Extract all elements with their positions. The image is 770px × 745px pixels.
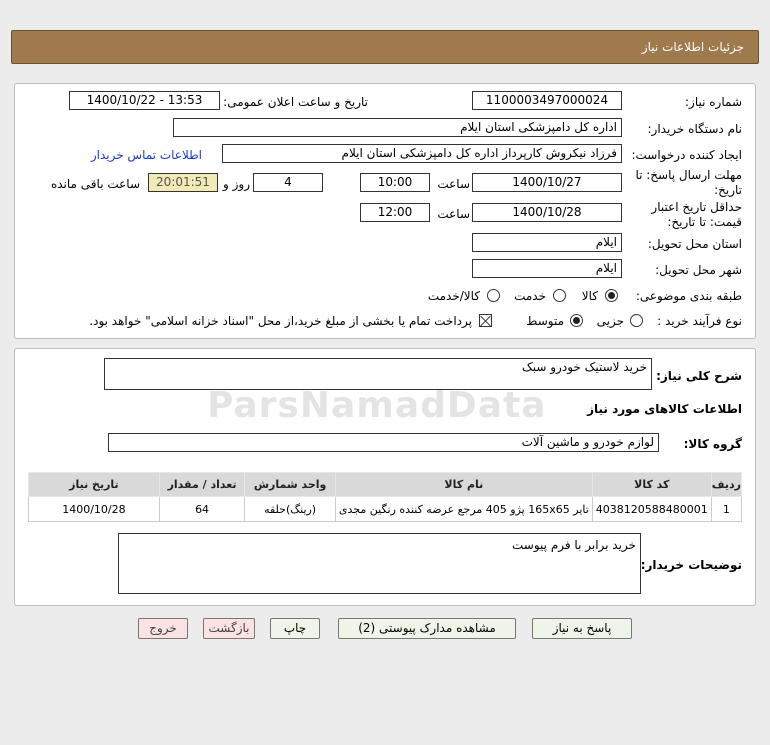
creator-field: فرزاد نیکروش کارپرداز اداره کل دامپزشکی استان ایلام bbox=[222, 144, 622, 163]
col-row-header: ردیف bbox=[711, 473, 741, 497]
col-unit-header: واحد شمارش bbox=[245, 473, 336, 497]
buyer-notes-label: توضیحات خریدار: bbox=[640, 558, 742, 572]
item-code-cell: 4038120588480001 bbox=[592, 497, 711, 522]
item-quantity-cell: 64 bbox=[159, 497, 244, 522]
creator-label: ایجاد کننده درخواست: bbox=[631, 148, 742, 162]
exit-button[interactable]: خروج bbox=[138, 618, 188, 639]
remaining-time-field: 20:01:51 bbox=[148, 173, 218, 192]
goods-section-title: اطلاعات کالاهای مورد نیاز bbox=[587, 402, 742, 416]
validity-label-line2: قیمت: تا تاریخ: bbox=[667, 215, 742, 229]
process-option-medium: متوسط bbox=[526, 314, 564, 328]
buyer-contact-link[interactable]: اطلاعات تماس خریدار bbox=[90, 148, 202, 162]
watermark-brand: ParsNamadData bbox=[207, 385, 547, 426]
province-label: استان محل تحویل: bbox=[647, 237, 742, 251]
summary-label: شرح کلی نیاز: bbox=[656, 369, 742, 383]
city-field: ایلام bbox=[472, 259, 622, 278]
validity-date-field: 1400/10/28 bbox=[472, 203, 622, 222]
validity-time-label: ساعت bbox=[437, 207, 470, 221]
summary-field: خرید لاستیک خودرو سبک bbox=[104, 358, 652, 390]
remaining-time-label: ساعت باقی مانده bbox=[50, 177, 140, 191]
deadline-time-field: 10:00 bbox=[360, 173, 430, 192]
reply-button[interactable]: پاسخ به نیاز bbox=[532, 618, 632, 639]
buyer-notes-field: خرید برابر با فرم پیوست bbox=[118, 533, 641, 594]
validity-label: حداقل تاریخ اعتبار bbox=[651, 200, 742, 214]
print-button[interactable]: چاپ bbox=[270, 618, 320, 639]
process-radio-medium[interactable] bbox=[570, 314, 583, 327]
goods-group-field: لوازم خودرو و ماشین آلات bbox=[108, 433, 659, 452]
category-option-goods-service: کالا/خدمت bbox=[427, 289, 480, 303]
treasury-payment-checkbox[interactable] bbox=[479, 314, 492, 327]
col-code-header: کد کالا bbox=[592, 473, 711, 497]
category-option-service: خدمت bbox=[514, 289, 546, 303]
page-title: جزئیات اطلاعات نیاز bbox=[641, 40, 744, 54]
col-quantity-header: تعداد / مقدار bbox=[159, 473, 244, 497]
row-index-cell: 1 bbox=[711, 497, 741, 522]
goods-table-header bbox=[29, 473, 742, 497]
process-radio-minor[interactable] bbox=[630, 314, 643, 327]
deadline-time-label: ساعت bbox=[437, 177, 470, 191]
col-date-header: تاریخ نیاز bbox=[29, 473, 160, 497]
validity-time-field: 12:00 bbox=[360, 203, 430, 222]
goods-group-label: گروه کالا: bbox=[683, 437, 742, 451]
category-radio-goods[interactable] bbox=[605, 289, 618, 302]
back-button[interactable]: بازگشت bbox=[203, 618, 255, 639]
need-number-field: 1100003497000024 bbox=[472, 91, 622, 110]
col-name-header: نام کالا bbox=[335, 473, 592, 497]
buyer-org-label: نام دستگاه خریدار: bbox=[647, 122, 742, 136]
item-date-cell: 1400/10/28 bbox=[29, 497, 160, 522]
item-unit-cell: (رینگ)حلقه bbox=[245, 497, 336, 522]
view-attachments-button[interactable]: مشاهده مدارک پیوستی (2) bbox=[338, 618, 516, 639]
process-type-label: نوع فرآیند خرید : bbox=[657, 314, 742, 328]
page-header bbox=[11, 30, 759, 64]
days-remaining-field: 4 bbox=[253, 173, 323, 192]
table-row bbox=[29, 497, 742, 522]
treasury-payment-note: پرداخت تمام یا بخشی از مبلغ خرید،از محل "اسناد خزانه اسلامی" خواهد بود. bbox=[89, 314, 472, 328]
item-name-cell: تایر 165x65 پژو 405 مرجع عرضه کننده رنگین مجدی bbox=[335, 497, 592, 522]
category-radio-goods-service[interactable] bbox=[487, 289, 500, 302]
need-number-label: شماره نیاز: bbox=[685, 95, 742, 109]
category-label: طبقه بندی موضوعی: bbox=[635, 289, 742, 303]
category-option-goods: کالا bbox=[581, 289, 598, 303]
announce-datetime-label: تاریخ و ساعت اعلان عمومی: bbox=[223, 95, 368, 109]
process-option-minor: جزیی bbox=[596, 314, 624, 328]
province-field: ایلام bbox=[472, 233, 622, 252]
category-radio-service[interactable] bbox=[553, 289, 566, 302]
city-label: شهر محل تحویل: bbox=[655, 263, 742, 277]
deadline-date-field: 1400/10/27 bbox=[472, 173, 622, 192]
goods-table bbox=[28, 472, 742, 522]
deadline-label-line2: تاریخ: bbox=[714, 183, 742, 197]
deadline-label: مهلت ارسال پاسخ: تا bbox=[635, 168, 742, 182]
buyer-org-field: اداره کل دامپزشکی استان ایلام bbox=[173, 118, 622, 137]
announce-datetime-field: 1400/10/22 - 13:53 bbox=[69, 91, 220, 110]
days-label: روز و bbox=[223, 177, 250, 191]
